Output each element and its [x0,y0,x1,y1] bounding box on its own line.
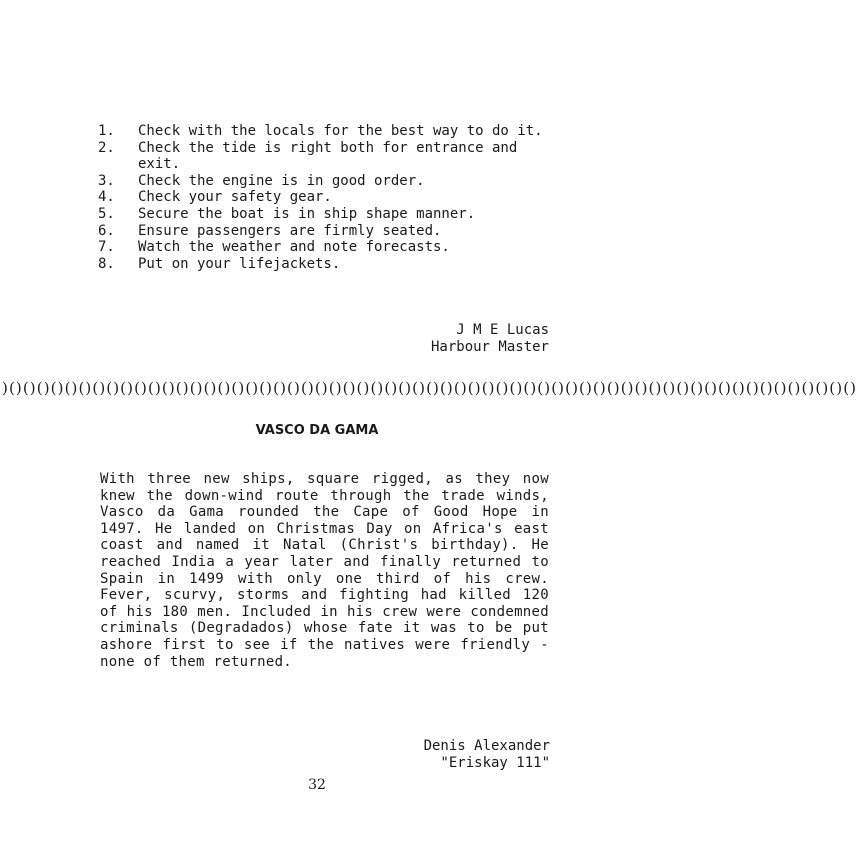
item-number: 4. [98,189,115,206]
item-number: 1. [98,123,115,139]
item-text: Put on your lifejackets. [138,255,341,272]
item-text: Check your safety gear. [138,189,332,206]
checklist-item [98,256,558,273]
item-text: Watch the weather and note forecasts. [138,239,450,256]
checklist-item [98,223,558,240]
signature-name: J M E Lucas [456,322,549,338]
item-number: 6. [98,222,115,239]
item-text: Check the tide is right both for entrance and exit. [138,139,518,173]
item-text: Secure the boat is in ship shape manner. [138,205,476,222]
item-number: 5. [98,205,115,222]
signature-name: Denis Alexander [423,738,550,754]
checklist-item [98,189,558,206]
signature-author [424,738,550,772]
item-number: 8. [98,255,115,272]
page-number: 32 [308,777,326,793]
signature-role: Harbour Master [430,339,549,355]
item-text: Ensure passengers are firmly seated. [138,222,442,239]
checklist-item [98,140,558,173]
checklist-item [98,123,558,140]
item-number: 3. [98,172,115,189]
article-body: With three new ships, square rigged, as they now knew the down-wind route through the trade winds, Vasco da Gama rounded the Cape of Good Hope in 1497. He landed on Christmas Day on Africa's east coast and named it Natal (Christ's birthday). He reached India a year later and finally returned to Spain in 1499 with only one third of his crew. Fever, scurvy, storms and fighting had killed 120 of his 180 men. Included in his crew were condemned criminals (Degradados) whose fate it was to be put ashore first to see if the natives were friendly - none of them returned. [100,471,549,670]
signature-harbour-master [431,322,549,356]
article-title: VASCO DA GAMA [255,423,379,438]
checklist-item [98,239,558,256]
item-number: 2. [98,139,115,156]
item-text: Check the engine is in good order. [138,172,425,189]
checklist [98,123,558,272]
signature-boat: "Eriskay 111" [440,755,550,771]
item-number: 7. [98,239,115,256]
item-text: Check with the locals for the best way to do it. [138,123,543,139]
checklist-item [98,173,558,190]
checklist-item [98,206,558,223]
divider: )()()()()()()()()()()()()()()()()()()()()()()()()()()()()()()()()()()()()()()()()()()()()()()()()()()()()()()()()()()()()() [2,379,857,397]
